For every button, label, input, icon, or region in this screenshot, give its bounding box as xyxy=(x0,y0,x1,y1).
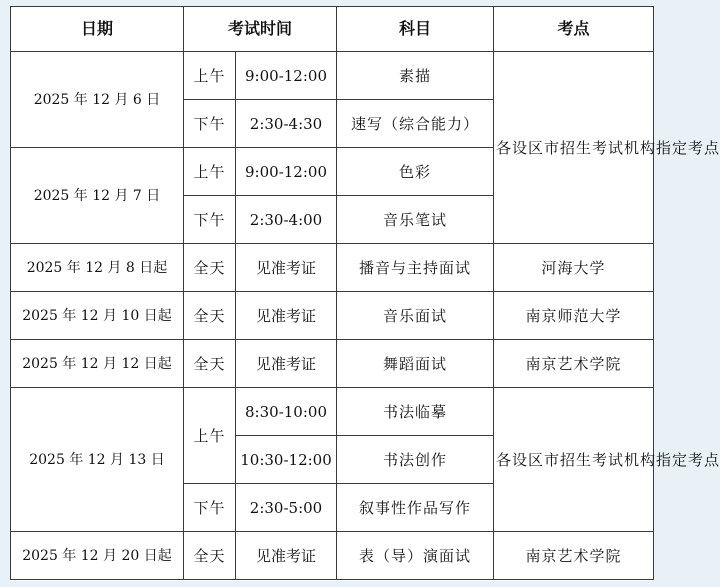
header-exam-time: 考试时间 xyxy=(184,7,337,52)
time-cell: 9:00-12:00 xyxy=(236,52,337,100)
subject-cell: 舞蹈面试 xyxy=(337,340,494,388)
date-cell: 2025 年 12 月 13 日 xyxy=(11,388,184,532)
header-subject: 科目 xyxy=(337,7,494,52)
table-row xyxy=(11,244,654,292)
date-cell: 2025 年 12 月 7 日 xyxy=(11,148,184,244)
header-date: 日期 xyxy=(11,7,184,52)
date-cell: 2025 年 12 月 20 日起 xyxy=(11,532,184,580)
period-cell: 上午 xyxy=(184,52,236,100)
header-venue: 考点 xyxy=(494,7,654,52)
subject-cell: 音乐面试 xyxy=(337,292,494,340)
time-cell: 10:30-12:00 xyxy=(236,436,337,484)
venue-cell: 南京艺术学院 xyxy=(494,532,654,580)
time-cell: 2:30-4:30 xyxy=(236,100,337,148)
table-row xyxy=(11,388,654,436)
period-cell: 上午 xyxy=(184,148,236,196)
venue-cell: 河海大学 xyxy=(494,244,654,292)
subject-cell: 速写（综合能力） xyxy=(337,100,494,148)
subject-cell: 叙事性作品写作 xyxy=(337,484,494,532)
subject-cell: 播音与主持面试 xyxy=(337,244,494,292)
date-cell: 2025 年 12 月 8 日起 xyxy=(11,244,184,292)
subject-cell: 色彩 xyxy=(337,148,494,196)
date-cell: 2025 年 12 月 6 日 xyxy=(11,52,184,148)
exam-schedule-sheet xyxy=(10,6,720,581)
period-cell: 全天 xyxy=(184,340,236,388)
table-row xyxy=(11,52,654,100)
venue-cell: 各设区市招生考试机构指定考点 xyxy=(494,52,654,244)
subject-cell: 书法创作 xyxy=(337,436,494,484)
time-cell: 见准考证 xyxy=(236,340,337,388)
time-cell: 见准考证 xyxy=(236,292,337,340)
time-cell: 2:30-4:00 xyxy=(236,196,337,244)
header-row xyxy=(11,7,654,52)
period-cell: 下午 xyxy=(184,196,236,244)
period-cell: 全天 xyxy=(184,532,236,580)
period-cell: 下午 xyxy=(184,100,236,148)
venue-cell: 南京师范大学 xyxy=(494,292,654,340)
table-row xyxy=(11,340,654,388)
date-cell: 2025 年 12 月 10 日起 xyxy=(11,292,184,340)
venue-cell: 南京艺术学院 xyxy=(494,340,654,388)
subject-cell: 音乐笔试 xyxy=(337,196,494,244)
period-cell: 下午 xyxy=(184,484,236,532)
time-cell: 见准考证 xyxy=(236,532,337,580)
time-cell: 8:30-10:00 xyxy=(236,388,337,436)
venue-cell: 各设区市招生考试机构指定考点 xyxy=(494,388,654,532)
table-row xyxy=(11,292,654,340)
time-cell: 9:00-12:00 xyxy=(236,148,337,196)
date-cell: 2025 年 12 月 12 日起 xyxy=(11,340,184,388)
subject-cell: 表（导）演面试 xyxy=(337,532,494,580)
period-cell: 全天 xyxy=(184,244,236,292)
table-row xyxy=(11,532,654,580)
time-cell: 2:30-5:00 xyxy=(236,484,337,532)
period-cell: 上午 xyxy=(184,388,236,484)
time-cell: 见准考证 xyxy=(236,244,337,292)
subject-cell: 书法临摹 xyxy=(337,388,494,436)
exam-schedule-table xyxy=(10,6,720,580)
period-cell: 全天 xyxy=(184,292,236,340)
subject-cell: 素描 xyxy=(337,52,494,100)
